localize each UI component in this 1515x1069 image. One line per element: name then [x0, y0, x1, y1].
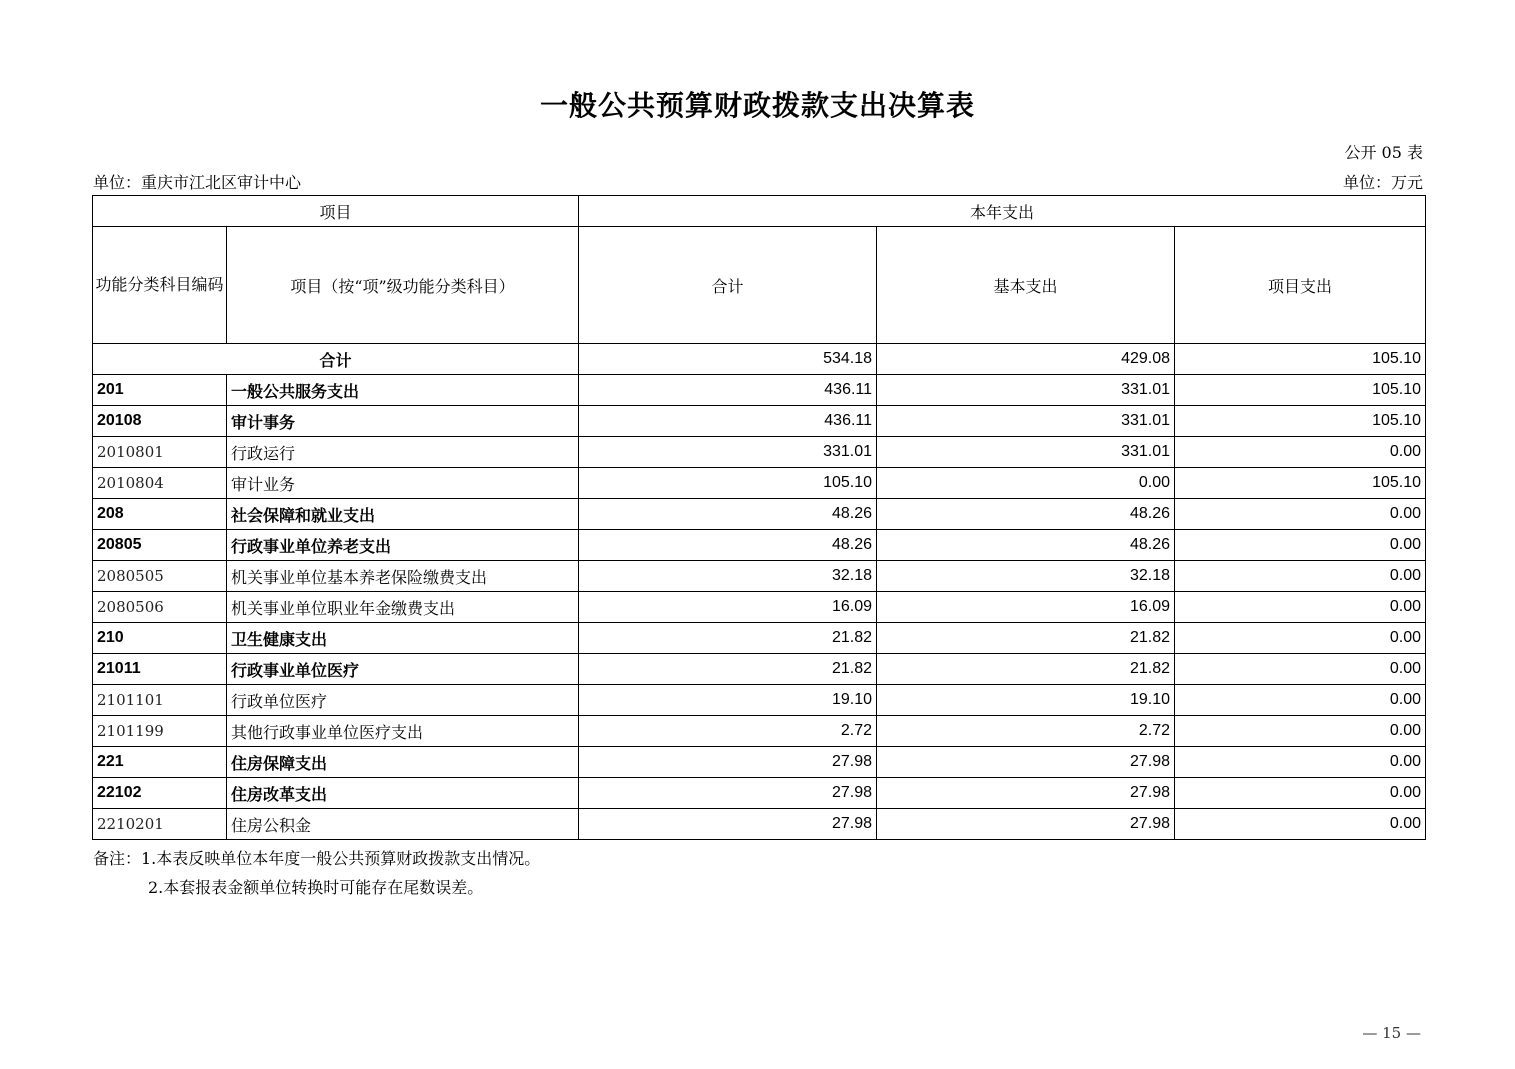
table-row — [93, 375, 1426, 406]
table-row — [93, 592, 1426, 623]
item-name-cell: 住房保障支出 — [227, 747, 579, 778]
project-cell: 0.00 — [1175, 437, 1426, 468]
basic-cell: 27.98 — [877, 778, 1175, 809]
total-cell: 19.10 — [579, 685, 877, 716]
code-cell: 208 — [93, 499, 227, 530]
project-cell: 105.10 — [1175, 375, 1426, 406]
basic-cell: 19.10 — [877, 685, 1175, 716]
basic-cell: 2.72 — [877, 716, 1175, 747]
note-line-1: 备注：1.本表反映单位本年度一般公共预算财政拨款支出情况。 — [93, 849, 541, 868]
table-row — [93, 468, 1426, 499]
project-cell: 0.00 — [1175, 592, 1426, 623]
table-row — [93, 530, 1426, 561]
total-cell: 48.26 — [579, 499, 877, 530]
code-cell: 2080505 — [93, 561, 227, 592]
table-row — [93, 654, 1426, 685]
total-cell: 436.11 — [579, 375, 877, 406]
total-project: 105.10 — [1175, 344, 1426, 375]
basic-cell: 27.98 — [877, 809, 1175, 840]
project-cell: 0.00 — [1175, 778, 1426, 809]
item-name-cell: 审计事务 — [227, 406, 579, 437]
total-cell: 436.11 — [579, 406, 877, 437]
basic-cell: 21.82 — [877, 623, 1175, 654]
item-name-cell: 行政事业单位养老支出 — [227, 530, 579, 561]
header-code: 功能分类科目编码 — [93, 227, 227, 344]
code-cell: 2010804 — [93, 468, 227, 499]
total-cell: 27.98 — [579, 778, 877, 809]
code-cell: 2101199 — [93, 716, 227, 747]
item-name-cell: 社会保障和就业支出 — [227, 499, 579, 530]
form-number: 公开 05 表 — [1344, 143, 1423, 162]
code-cell: 221 — [93, 747, 227, 778]
project-cell: 0.00 — [1175, 747, 1426, 778]
header-project-exp: 项目支出 — [1175, 227, 1426, 344]
basic-cell: 32.18 — [877, 561, 1175, 592]
notes — [93, 844, 540, 902]
item-name-cell: 住房公积金 — [227, 809, 579, 840]
table-row — [93, 561, 1426, 592]
total-sum: 534.18 — [579, 344, 877, 375]
project-cell: 0.00 — [1175, 716, 1426, 747]
table-row — [93, 747, 1426, 778]
total-cell: 48.26 — [579, 530, 877, 561]
table-row — [93, 623, 1426, 654]
table-row — [93, 437, 1426, 468]
item-name-cell: 行政事业单位医疗 — [227, 654, 579, 685]
currency-unit: 单位：万元 — [1342, 173, 1423, 192]
item-name-cell: 住房改革支出 — [227, 778, 579, 809]
table-row — [93, 499, 1426, 530]
basic-cell: 48.26 — [877, 530, 1175, 561]
total-cell: 2.72 — [579, 716, 877, 747]
project-cell: 105.10 — [1175, 468, 1426, 499]
total-cell: 27.98 — [579, 747, 877, 778]
code-cell: 20108 — [93, 406, 227, 437]
project-cell: 0.00 — [1175, 809, 1426, 840]
total-cell: 331.01 — [579, 437, 877, 468]
total-cell: 27.98 — [579, 809, 877, 840]
code-cell: 2080506 — [93, 592, 227, 623]
total-label: 合计 — [93, 344, 579, 375]
page-title: 一般公共预算财政拨款支出决算表 — [539, 89, 975, 122]
total-row — [93, 344, 1426, 375]
item-name-cell: 机关事业单位职业年金缴费支出 — [227, 592, 579, 623]
header-total: 合计 — [579, 227, 877, 344]
basic-cell: 331.01 — [877, 375, 1175, 406]
project-cell: 0.00 — [1175, 623, 1426, 654]
code-cell: 22102 — [93, 778, 227, 809]
header-current-year: 本年支出 — [579, 196, 1426, 227]
project-cell: 0.00 — [1175, 685, 1426, 716]
project-cell: 0.00 — [1175, 530, 1426, 561]
basic-cell: 16.09 — [877, 592, 1175, 623]
total-cell: 32.18 — [579, 561, 877, 592]
total-cell: 105.10 — [579, 468, 877, 499]
header-project: 项目 — [93, 196, 579, 227]
total-basic: 429.08 — [877, 344, 1175, 375]
code-cell: 2010801 — [93, 437, 227, 468]
code-cell: 210 — [93, 623, 227, 654]
code-cell: 20805 — [93, 530, 227, 561]
basic-cell: 21.82 — [877, 654, 1175, 685]
header-row-2 — [93, 227, 1426, 344]
item-name-cell: 审计业务 — [227, 468, 579, 499]
project-cell: 0.00 — [1175, 654, 1426, 685]
basic-cell: 27.98 — [877, 747, 1175, 778]
note-line-2: 2.本套报表金额单位转换时可能存在尾数误差。 — [148, 878, 484, 897]
total-cell: 21.82 — [579, 654, 877, 685]
code-cell: 21011 — [93, 654, 227, 685]
code-cell: 2210201 — [93, 809, 227, 840]
organization-unit: 单位：重庆市江北区审计中心 — [93, 173, 302, 192]
table-row — [93, 406, 1426, 437]
table-row — [93, 778, 1426, 809]
item-name-cell: 行政单位医疗 — [227, 685, 579, 716]
project-cell: 0.00 — [1175, 561, 1426, 592]
table-row — [93, 685, 1426, 716]
total-cell: 21.82 — [579, 623, 877, 654]
item-name-cell: 卫生健康支出 — [227, 623, 579, 654]
page-number: — 15 — — [1362, 1024, 1421, 1042]
code-cell: 201 — [93, 375, 227, 406]
basic-cell: 48.26 — [877, 499, 1175, 530]
header-basic: 基本支出 — [877, 227, 1175, 344]
expenditure-table — [92, 195, 1426, 840]
header-item: 项目（按“项”级功能分类科目） — [227, 227, 579, 344]
project-cell: 0.00 — [1175, 499, 1426, 530]
table-row — [93, 809, 1426, 840]
header-row-1 — [93, 196, 1426, 227]
basic-cell: 331.01 — [877, 437, 1175, 468]
item-name-cell: 行政运行 — [227, 437, 579, 468]
basic-cell: 331.01 — [877, 406, 1175, 437]
item-name-cell: 机关事业单位基本养老保险缴费支出 — [227, 561, 579, 592]
project-cell: 105.10 — [1175, 406, 1426, 437]
item-name-cell: 其他行政事业单位医疗支出 — [227, 716, 579, 747]
table-row — [93, 716, 1426, 747]
basic-cell: 0.00 — [877, 468, 1175, 499]
total-cell: 16.09 — [579, 592, 877, 623]
item-name-cell: 一般公共服务支出 — [227, 375, 579, 406]
code-cell: 2101101 — [93, 685, 227, 716]
